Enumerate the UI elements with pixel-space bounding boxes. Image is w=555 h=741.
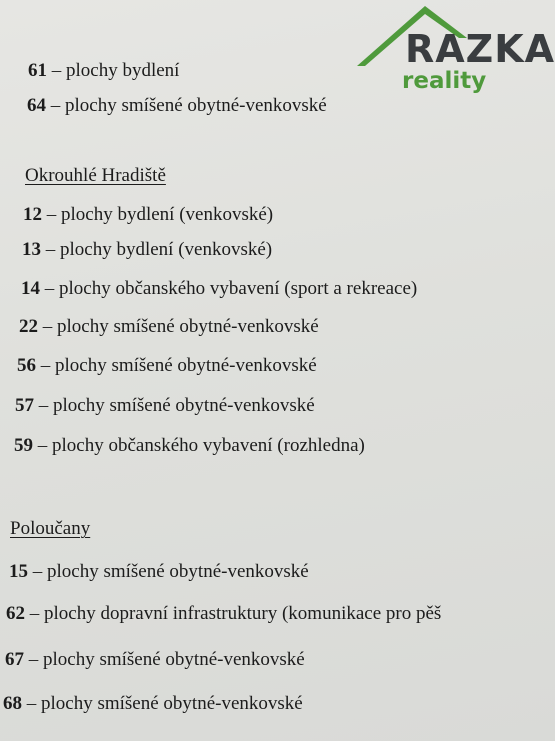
- list-item: [19, 317, 319, 336]
- plot-description: – plochy bydlení: [47, 60, 180, 81]
- list-item: [14, 436, 365, 455]
- plot-number: 68: [3, 693, 22, 714]
- plot-number: 64: [27, 95, 46, 116]
- plot-description: – plochy bydlení (venkovské): [42, 204, 274, 225]
- plot-number: 14: [21, 278, 40, 299]
- list-item: [3, 694, 303, 713]
- plot-number: 61: [28, 60, 47, 81]
- section-heading-okrouhle-hradiste: Okrouhlé Hradiště: [25, 165, 166, 186]
- list-item: [27, 96, 327, 115]
- plot-number: 22: [19, 316, 38, 337]
- plot-number: 15: [9, 561, 28, 582]
- list-item: [28, 61, 179, 80]
- plot-description: – plochy smíšené obytné-venkovské: [38, 316, 319, 337]
- list-item: [6, 604, 441, 623]
- plot-description: – plochy smíšené obytné-venkovské: [24, 649, 305, 670]
- plot-description: – plochy smíšené obytné-venkovské: [36, 355, 317, 376]
- list-item: [17, 356, 317, 375]
- plot-number: 59: [14, 435, 33, 456]
- plot-description: – plochy dopravní infrastruktury (komunikace pro pěš: [25, 603, 442, 624]
- razka-reality-logo: [355, 4, 555, 100]
- list-item: [9, 562, 309, 581]
- plot-description: – plochy bydlení (venkovské): [41, 239, 273, 260]
- plot-description: – plochy smíšené obytné-venkovské: [22, 693, 303, 714]
- plot-description: – plochy smíšené obytné-venkovské: [46, 95, 327, 116]
- plot-description: – plochy smíšené obytné-venkovské: [34, 395, 315, 416]
- plot-number: 13: [22, 239, 41, 260]
- plot-number: 56: [17, 355, 36, 376]
- plot-number: 62: [6, 603, 25, 624]
- list-item: [22, 240, 272, 259]
- list-item: [21, 279, 417, 298]
- logo-wordmark: RAZKA: [405, 27, 555, 71]
- plot-description: – plochy občanského vybavení (rozhledna): [33, 435, 365, 456]
- plot-description: – plochy smíšené obytné-venkovské: [28, 561, 309, 582]
- plot-description: – plochy občanského vybavení (sport a rekreace): [40, 278, 418, 299]
- section-heading-poloucany: Poloučany: [10, 518, 91, 539]
- plot-number: 67: [5, 649, 24, 670]
- logo-subtitle: reality: [402, 68, 487, 94]
- plot-number: 12: [23, 204, 42, 225]
- list-item: [5, 650, 305, 669]
- plot-number: 57: [15, 395, 34, 416]
- list-item: [23, 205, 273, 224]
- list-item: [15, 396, 315, 415]
